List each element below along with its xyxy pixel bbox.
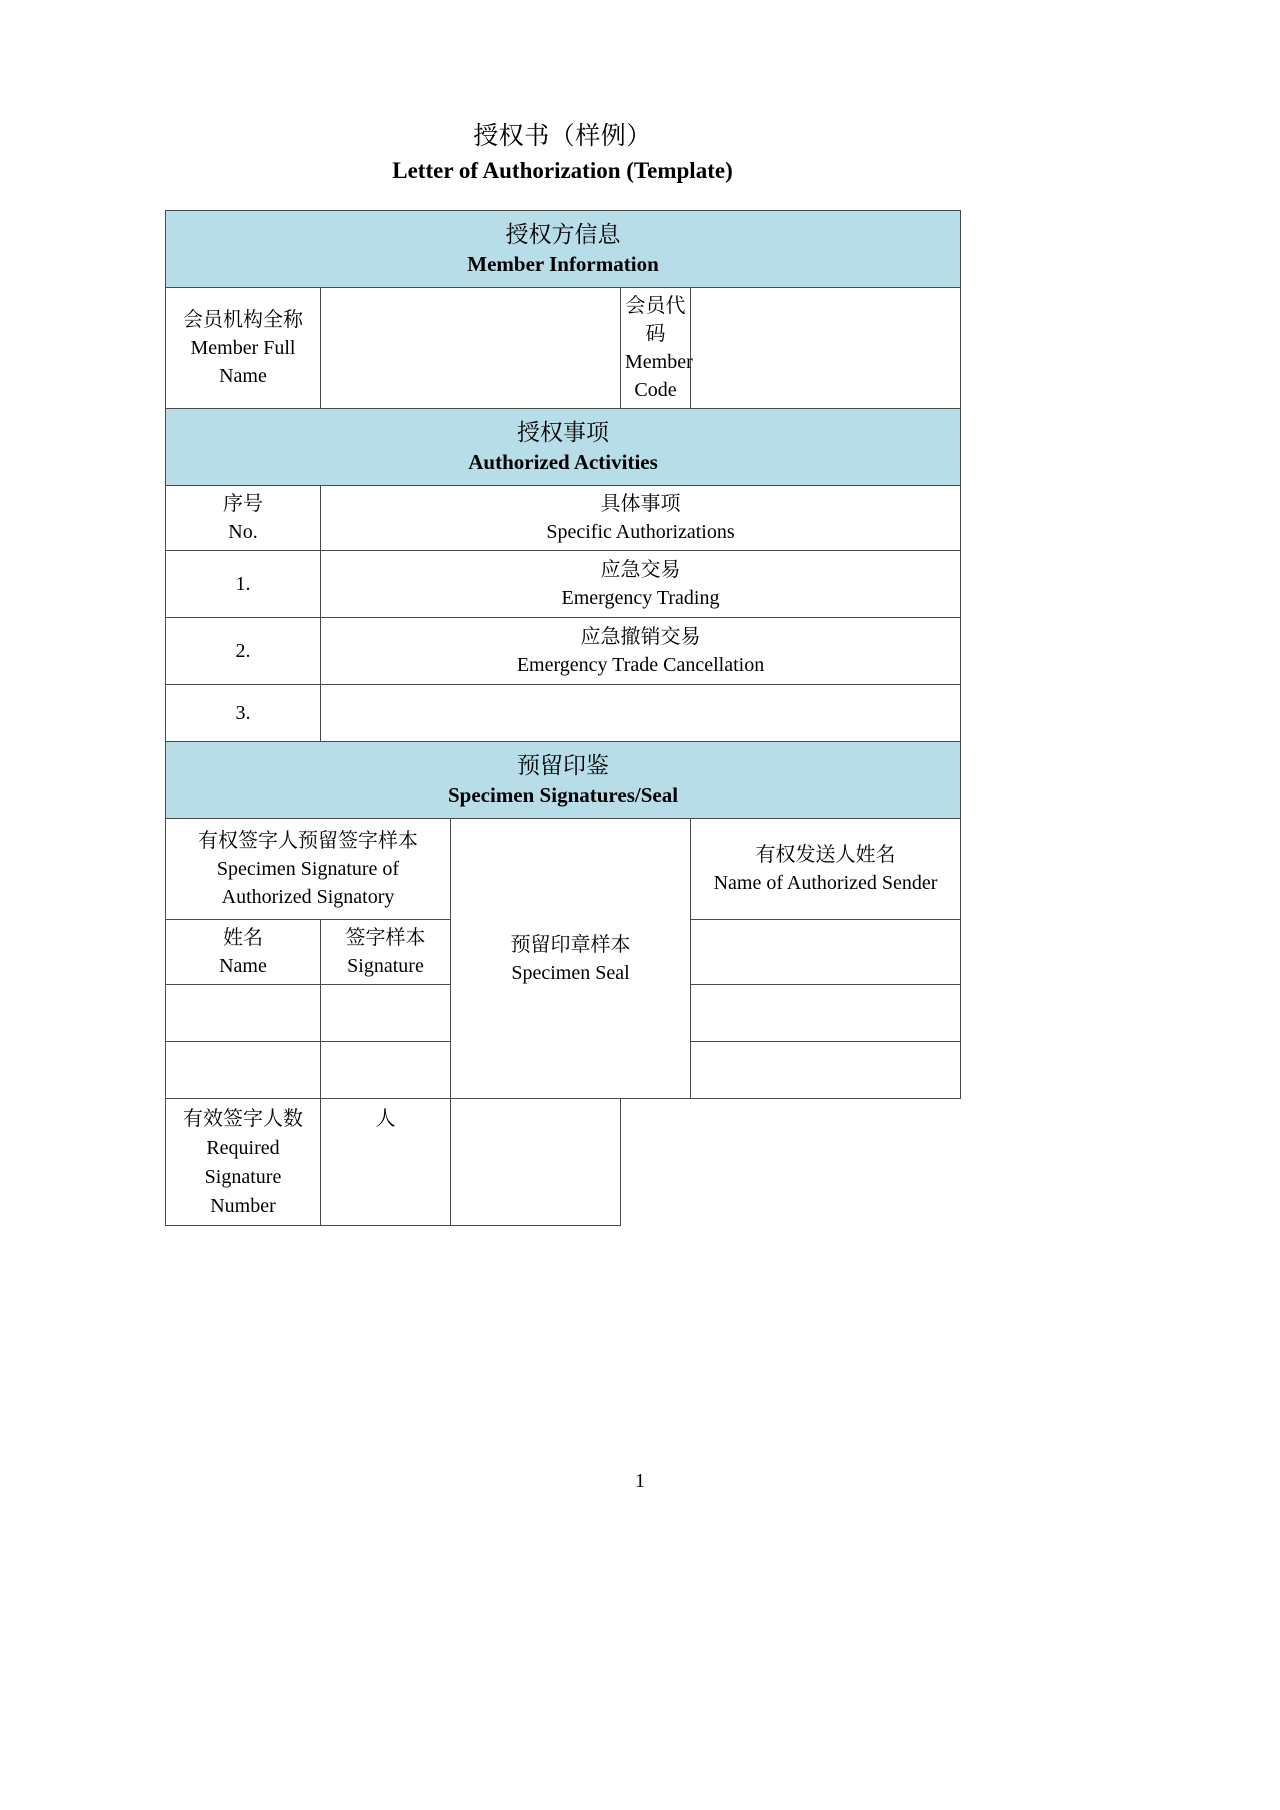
activity-item-2-en: Emergency Trade Cancellation xyxy=(516,654,765,676)
authorized-activities-band xyxy=(166,409,961,486)
required-signature-number-row xyxy=(166,1099,961,1226)
authorized-sender-field-4[interactable] xyxy=(451,1099,621,1226)
specimen-name-col-header-en: Name xyxy=(219,955,267,977)
specimen-signature-col-header xyxy=(321,920,451,985)
activity-item-2-cn: 应急撤销交易 xyxy=(580,626,701,648)
authorized-sender-field-3[interactable] xyxy=(691,1042,961,1099)
member-full-name-field[interactable] xyxy=(321,288,621,409)
specimen-signature-field-1[interactable] xyxy=(321,985,451,1042)
activities-item-header-cn: 具体事项 xyxy=(600,493,681,515)
specimen-seal-header-cn: 预留印章样本 xyxy=(510,933,631,956)
authorized-sender-field-1[interactable] xyxy=(691,920,961,985)
member-full-name-label-cn: 会员机构全称 xyxy=(183,309,303,331)
member-code-label-en: Member Code xyxy=(625,351,693,401)
specimen-signature-header-cn: 有权签字人预留签字样本 xyxy=(198,830,418,852)
member-information-band-cn: 授权方信息 xyxy=(505,222,621,247)
activities-no-header xyxy=(166,486,321,551)
member-information-band-en: Member Information xyxy=(467,252,659,276)
specimen-name-field-2[interactable] xyxy=(166,1042,321,1099)
specimen-signature-field-2[interactable] xyxy=(321,1042,451,1099)
member-code-label-cn: 会员代码 xyxy=(625,295,686,345)
specimen-band xyxy=(166,742,961,819)
page-number: 1 xyxy=(635,1470,645,1492)
authorized-sender-field-2[interactable] xyxy=(691,985,961,1042)
member-code-label xyxy=(621,288,691,409)
activities-item-header xyxy=(321,486,961,551)
activities-no-header-en: No. xyxy=(228,521,258,543)
page-title-en: Letter of Authorization (Template) xyxy=(392,158,733,183)
member-full-name-label xyxy=(166,288,321,409)
specimen-band-cn: 预留印鉴 xyxy=(517,753,610,778)
activity-item-1-cn: 应急交易 xyxy=(600,559,681,581)
required-signature-number-label xyxy=(166,1099,321,1226)
required-signature-number-unit: 人 xyxy=(375,1108,396,1130)
document-body xyxy=(165,120,960,1226)
page-title-cn: 授权书（样例） xyxy=(473,123,652,150)
authorized-activities-band-cn: 授权事项 xyxy=(517,420,610,445)
specimen-signature-col-header-en: Signature xyxy=(347,955,424,977)
specimen-header-row xyxy=(166,819,961,920)
authorized-sender-header-en: Name of Authorized Sender xyxy=(713,872,938,894)
required-signature-number-label-en-3: Number xyxy=(210,1195,276,1217)
specimen-seal-header-en: Specimen Seal xyxy=(511,961,630,984)
authorization-table xyxy=(165,210,961,1226)
member-detail-row xyxy=(166,288,961,409)
activity-item-1[interactable] xyxy=(321,551,961,618)
member-full-name-label-en: Member Full Name xyxy=(190,337,296,387)
activities-no-header-cn: 序号 xyxy=(223,493,263,515)
specimen-signature-col-header-cn: 签字样本 xyxy=(345,927,426,949)
specimen-band-en: Specimen Signatures/Seal xyxy=(447,783,679,807)
activities-item-header-en: Specific Authorizations xyxy=(546,521,735,543)
authorized-sender-header-cn: 有权发送人姓名 xyxy=(755,844,896,866)
activity-no-3: 3. xyxy=(166,685,321,742)
required-signature-number-field[interactable] xyxy=(321,1099,451,1226)
required-signature-number-label-en-1: Required xyxy=(206,1137,280,1159)
table-row xyxy=(166,618,961,685)
activity-no-1: 1. xyxy=(166,551,321,618)
authorized-sender-header xyxy=(691,819,961,920)
member-information-band xyxy=(166,211,961,288)
specimen-name-field-1[interactable] xyxy=(166,985,321,1042)
authorized-activities-band-row xyxy=(166,409,961,486)
activity-item-2[interactable] xyxy=(321,618,961,685)
member-code-field[interactable] xyxy=(691,288,961,409)
activity-item-3[interactable] xyxy=(321,685,961,742)
authorized-activities-header-row xyxy=(166,486,961,551)
activity-item-1-en: Emergency Trading xyxy=(561,587,720,609)
specimen-name-col-header-cn: 姓名 xyxy=(223,927,263,949)
specimen-signature-header-en-2: Authorized Signatory xyxy=(221,886,395,908)
activity-no-2: 2. xyxy=(166,618,321,685)
authorized-activities-band-en: Authorized Activities xyxy=(468,450,658,474)
table-row xyxy=(166,685,961,742)
specimen-signature-header-en-1: Specimen Signature of xyxy=(216,858,400,880)
required-signature-number-label-en-2: Signature xyxy=(204,1166,282,1188)
member-information-band-row xyxy=(166,211,961,288)
specimen-seal-column[interactable] xyxy=(451,819,691,1099)
table-row xyxy=(166,551,961,618)
specimen-name-col-header xyxy=(166,920,321,985)
specimen-signature-header xyxy=(166,819,451,920)
specimen-band-row xyxy=(166,742,961,819)
required-signature-number-label-cn: 有效签字人数 xyxy=(183,1108,303,1130)
